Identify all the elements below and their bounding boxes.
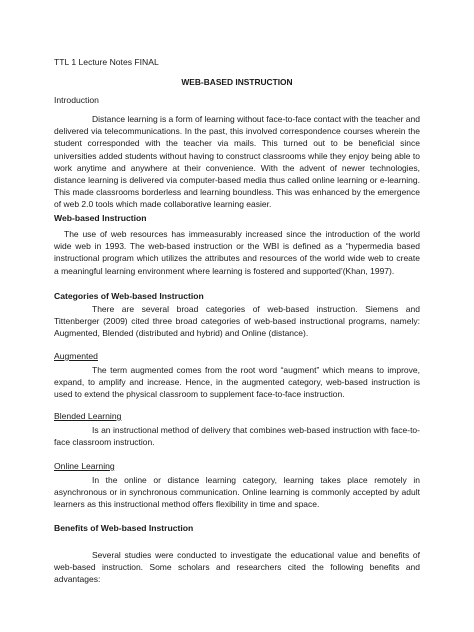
augmented-heading: Augmented xyxy=(54,351,98,361)
online-paragraph: In the online or distance learning category, learning takes place remotely in asynchronous or in synchronous communication. Online learning is commonly accepted by adult learners as this instructional method offers flexibility in time and space. xyxy=(54,475,420,510)
augmented-paragraph: The term augmented comes from the root word “augment” which means to improve, expand, to amplify and increase. Hence, in the augmented category, web-based instruction is used to extend the physical classroom to supplement face-to-face instruction. xyxy=(54,365,420,400)
introduction-paragraph: Distance learning is a form of learning without face-to-face contact with the teacher and delivered via telecommunications. In the past, this involved correspondence courses wherein the student corresponded with the teacher via mails. This turned out to be beneficial since universities added students without having to construct classrooms while they enjoy being able to work anytime and anywhere at their convenience. With the advent of newer technologies, distance learning is delivered via computer-based media thus called online learning or e-learning. This made classrooms borderless and learning boundless. This was enhanced by the emergence of web 2.0 tools which made collaborative learning easier. xyxy=(54,114,420,210)
benefits-paragraph: Several studies were conducted to investigate the educational value and benefits of web-based instruction. Some scholars and researchers cited the following benefits and advantages: xyxy=(54,550,420,585)
wbi-heading: Web-based Instruction xyxy=(54,213,147,223)
categories-heading: Categories of Web-based Instruction xyxy=(54,291,204,301)
online-heading: Online Learning xyxy=(54,461,115,471)
document-title: WEB-BASED INSTRUCTION xyxy=(181,77,293,87)
benefits-heading: Benefits of Web-based Instruction xyxy=(54,523,194,533)
categories-paragraph: There are several broad categories of web-based instruction. Siemens and Tittenberger (2009) cited three broad categories of web-based instructional programs, namely: Augmented, Blended (distributed and hybrid) and Online (distance). xyxy=(54,304,420,339)
blended-paragraph: Is an instructional method of delivery that combines web-based instruction with face-to-face classroom instruction. xyxy=(54,425,420,448)
document-label: TTL 1 Lecture Notes FINAL xyxy=(54,57,159,67)
introduction-label: Introduction xyxy=(54,95,99,105)
wbi-paragraph: The use of web resources has immeasurably increased since the introduction of the world wide web in 1993. The web-based instruction or the WBI is defined as a “hypermedia based instructional program which utilizes the attributes and resources of the world wide web to create a meaningful learning environment where learning is fostered and supported’(Khan, 1997). xyxy=(54,229,420,276)
blended-heading: Blended Learning xyxy=(54,411,122,421)
